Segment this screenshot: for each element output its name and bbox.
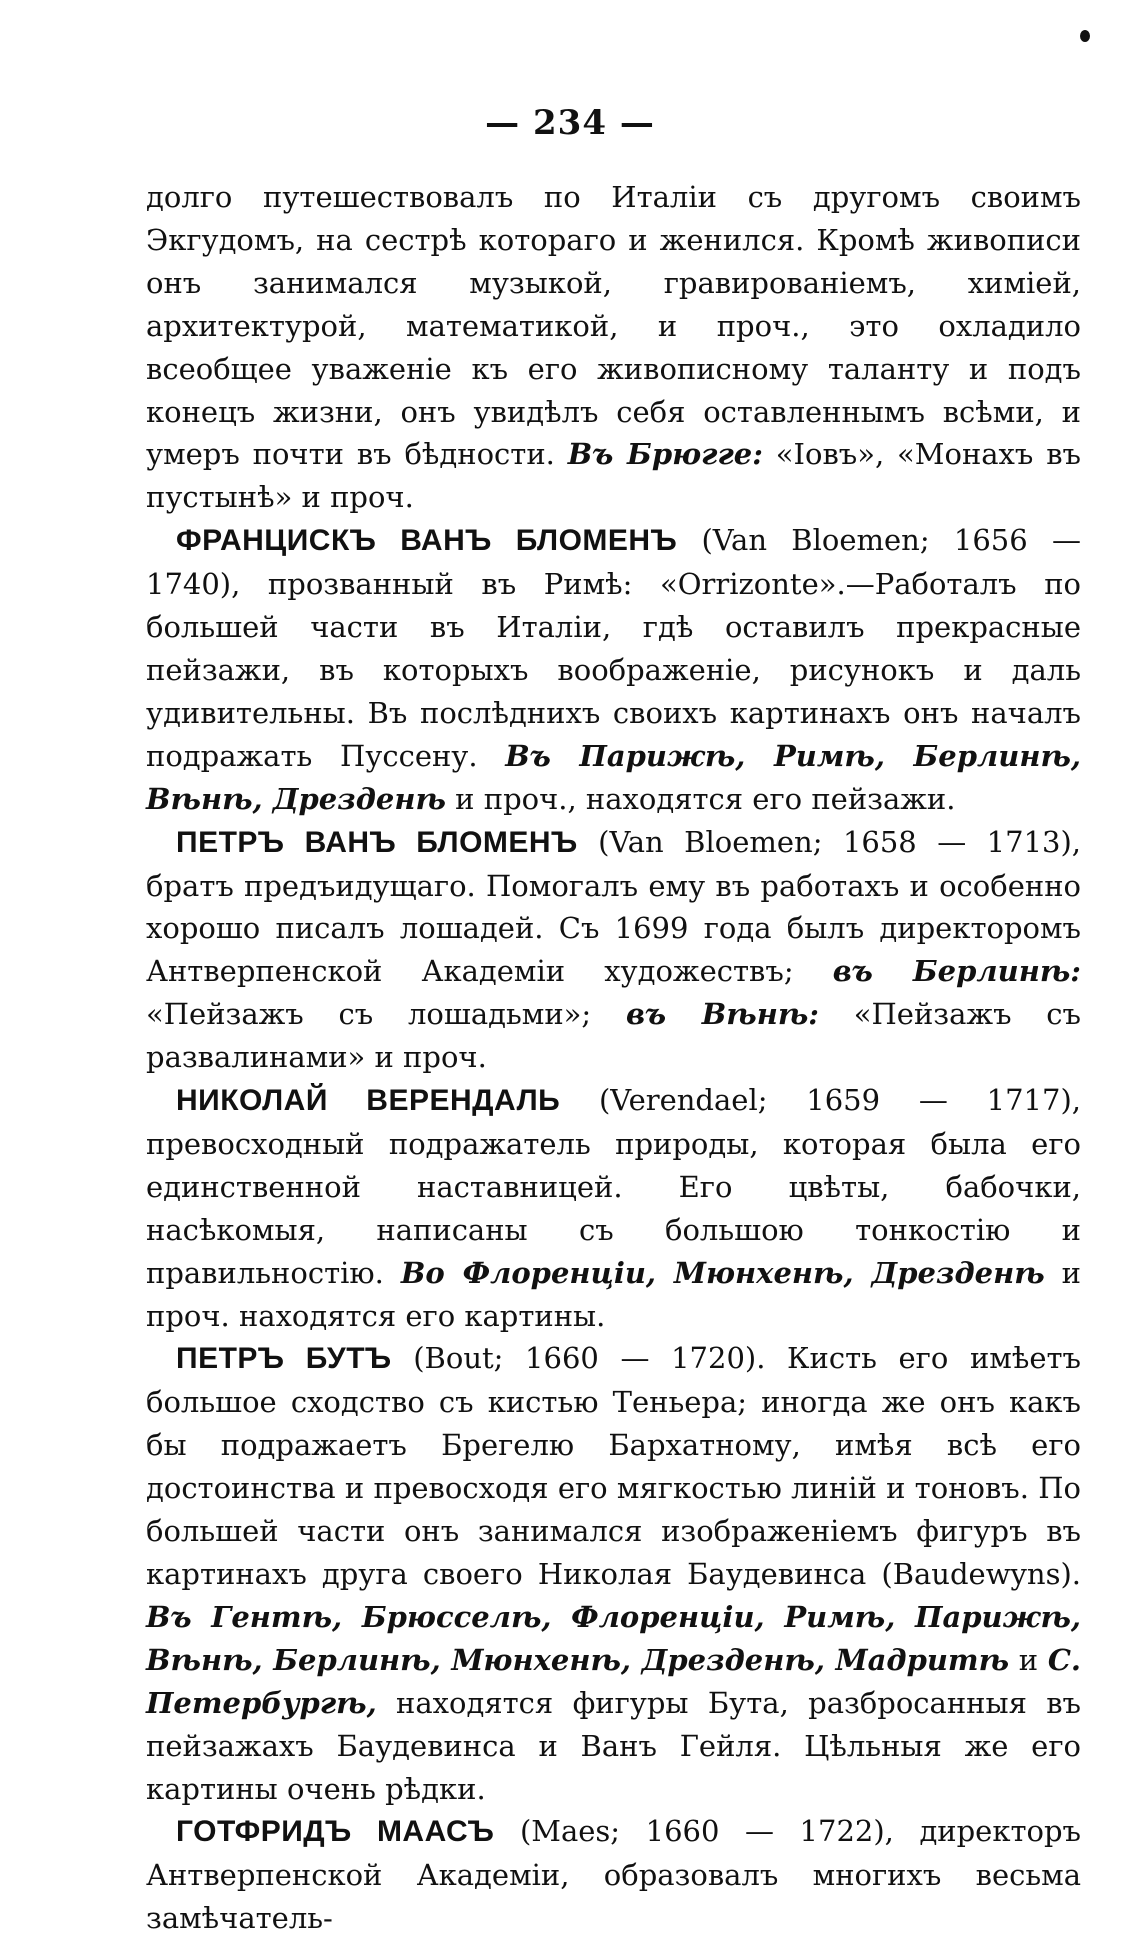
page-body (146, 176, 1081, 1940)
body-text: долго путешествовалъ по Италіи съ другомъ своимъ Экгудомъ, на сестрѣ котораго и женился. Кромѣ живописи онъ занимался музыкой, гравированіемъ, химіей, архитектурой, математикой, и проч., это охладило всеобщее уваженіе къ его живописному таланту и подъ конецъ жизни, онъ увидѣлъ себя оставленнымъ всѣми, и умеръ почти въ бѣдности. (146, 180, 1081, 472)
paragraph (146, 1337, 1081, 1810)
location-italic: Въ Гентѣ, Брюсселѣ, Флоренціи, Римѣ, Парижѣ, Вѣнѣ, Берлинѣ, Мюнхенѣ, Дрезденѣ, Мадритѣ (146, 1599, 1081, 1677)
body-text: (Verendael; 1659 — 1717), превосходный подражатель природы, которая была его единственной наставницей. Его цвѣты, бабочки, насѣкомыя, написаны съ большою тонкостію и правильностію. (146, 1083, 1081, 1290)
body-text: (Bout; 1660 — 1720). Кисть его имѣетъ большое сходство съ кистью Теньера; иногда же онъ какъ бы подражаетъ Брегелю Бархатному, имѣя всѣ его достоинства и превосходя его мягкостью линій и тоновъ. По большей части онъ занимался изображеніемъ фигуръ въ картинахъ друга своего Николая Баудевинса (Baudewyns). (146, 1341, 1081, 1591)
body-text: (Van Bloemen; 1656 — 1740), прозванный въ Римѣ: «Orrizonte».—Работалъ по большей части въ Италіи, гдѣ оставилъ прекрасные пейзажи, въ которыхъ воображеніе, рисунокъ и даль удивительны. Въ послѣднихъ своихъ картинахъ онъ началъ подражать Пуссену. (146, 523, 1081, 773)
location-italic: С. Петербургѣ, (146, 1642, 1081, 1720)
entry-name: ГОТФРИДЪ МААСЪ (176, 1815, 495, 1849)
body-text: находятся фигуры Бута, разбросанныя въ пейзажахъ Баудевинса и Ванъ Гейля. Цѣльныя же его картины очень рѣдки. (146, 1685, 1081, 1806)
location-italic: въ Берлинѣ: (832, 954, 1081, 989)
paragraph (146, 1079, 1081, 1337)
page-number: — 234 — (485, 103, 655, 143)
body-text: «Пейзажъ съ развалинами» и проч. (146, 997, 1081, 1075)
body-text: и (1009, 1642, 1048, 1677)
body-text: (Maes; 1660 — 1722), директоръ Антверпенской Академіи, образовалъ многихъ весьма замѣчатель- (146, 1814, 1081, 1936)
location-italic: Во Флоренціи, Мюнхенѣ, Дрезденѣ (400, 1255, 1045, 1290)
entry-name: НИКОЛАЙ ВЕРЕНДАЛЬ (176, 1084, 561, 1118)
location-italic: Въ Парижѣ, Римѣ, Берлинѣ, Вѣнѣ, Дрезденѣ (146, 738, 1082, 816)
entry-name: ПЕТРЪ БУТЪ (176, 1342, 392, 1376)
paragraph (146, 821, 1081, 1079)
paragraph (146, 519, 1081, 820)
location-italic: Въ Брюгге: (567, 437, 763, 472)
body-text: (Van Bloemen; 1658 — 1713), братъ предъидущаго. Помогалъ ему въ работахъ и особенно хорошо писалъ лошадей. Съ 1699 года былъ директоромъ Антверпенской Академіи художествъ; (146, 824, 1082, 989)
body-text: «Іовъ», «Монахъ въ пустынѣ» и проч. (146, 437, 1081, 515)
body-text: «Пейзажъ съ лошадьми»; (146, 997, 626, 1032)
body-text: и проч., находятся его пейзажи. (445, 781, 956, 816)
ink-dot (1080, 30, 1090, 42)
entry-name: ФРАНЦИСКЪ ВАНЪ БЛОМЕНЪ (176, 524, 678, 558)
location-italic: въ Вѣнѣ: (625, 997, 819, 1032)
entry-name: ПЕТРЪ ВАНЪ БЛОМЕНЪ (176, 825, 578, 859)
body-text: и проч. находятся его картины. (146, 1255, 1082, 1333)
paragraph (146, 1810, 1081, 1940)
paragraph (146, 176, 1081, 519)
